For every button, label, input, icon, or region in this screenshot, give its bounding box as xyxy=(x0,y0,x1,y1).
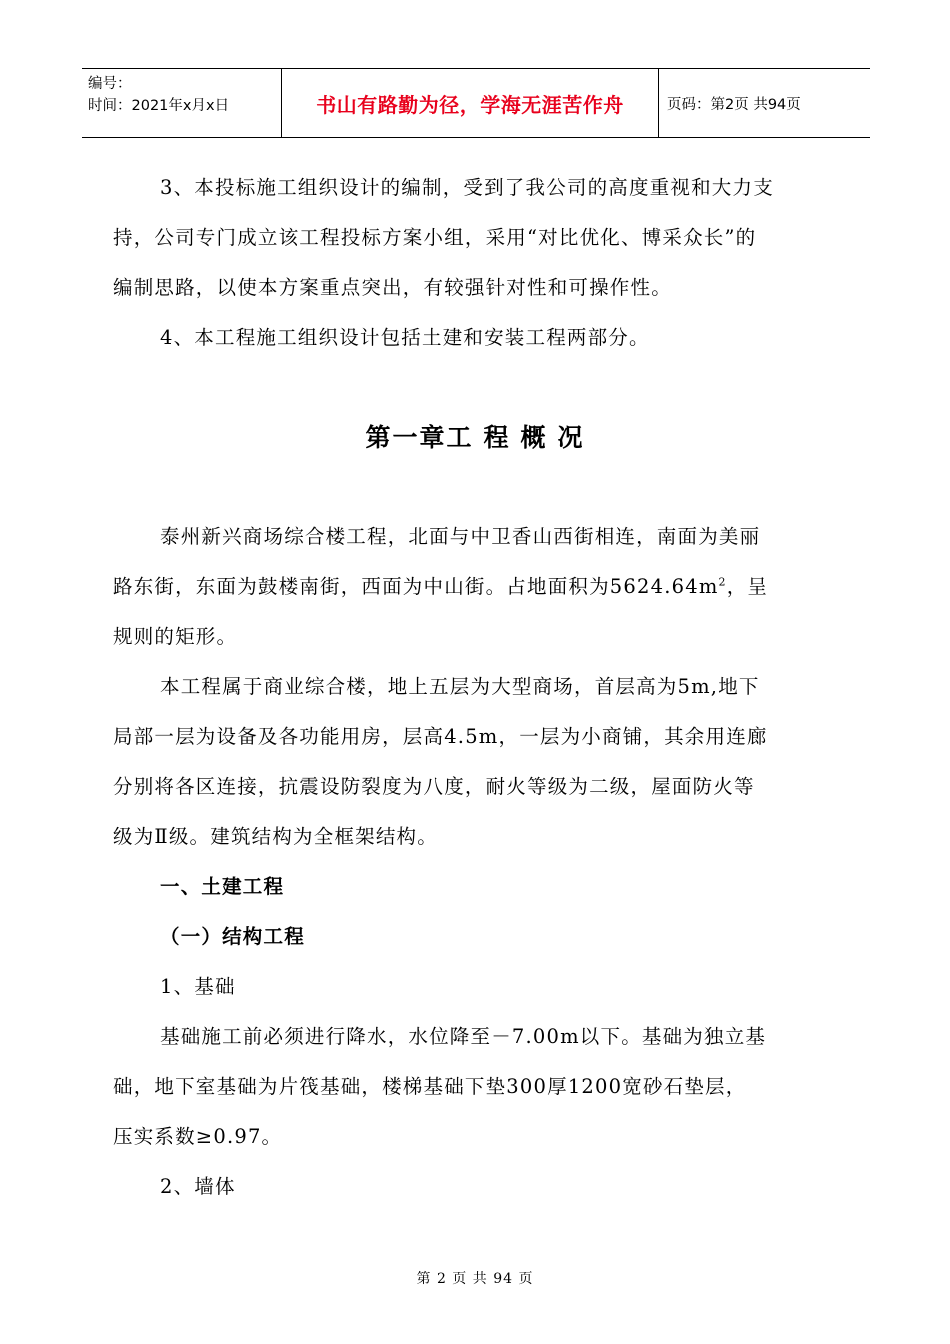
item-wall: 2、墙体 xyxy=(160,1175,236,1198)
time-label: 时间：2021年x月x日 xyxy=(88,98,230,114)
para2-line2: 局部一层为设备及各功能用房，层高4.5m，一层为小商铺，其余用连廊 xyxy=(113,725,768,748)
para2-line1: 本工程属于商业综合楼，地上五层为大型商场，首层高为5m,地下 xyxy=(160,675,760,698)
para1-line2 xyxy=(113,571,838,599)
page-header xyxy=(82,68,870,138)
para3-line3: 压实系数≥0.97。 xyxy=(113,1125,283,1148)
chapter-title-part-a: 第一章工 xyxy=(365,423,474,452)
chapter-title-part-d: 况 xyxy=(557,423,585,452)
section-heading-civil: 一、土建工程 xyxy=(160,875,285,898)
para1-line1: 泰州新兴商场综合楼工程，北面与中卫香山西街相连，南面为美丽 xyxy=(160,525,761,548)
para3-line2: 础，地下室基础为片筏基础，楼梯基础下垫300厚1200宽砂石垫层， xyxy=(113,1075,747,1098)
para1-line2-pre: 路东街，东面为鼓楼南街，西面为中山街。占地面积为5624.64m xyxy=(113,575,719,598)
para1-line3: 规则的矩形。 xyxy=(113,625,238,648)
p3-line3: 编制思路，以使本方案重点突出，有较强针对性和可操作性。 xyxy=(113,276,672,299)
section-heading-structure: （一）结构工程 xyxy=(160,925,305,948)
para2-line3: 分别将各区连接，抗震设防裂度为八度，耐火等级为二级，屋面防火等 xyxy=(113,775,755,798)
p4-line1: 4、本工程施工组织设计包括土建和安装工程两部分。 xyxy=(160,326,650,349)
superscript-2: 2 xyxy=(718,575,727,589)
header-page-info: 页码：第2页 共94页 xyxy=(667,96,801,113)
p3-line2: 持，公司专门成立该工程投标方案小组，采用“对比优化、博采众长”的 xyxy=(113,226,757,249)
chapter-title xyxy=(0,418,950,454)
p3-line1: 3、本投标施工组织设计的编制，受到了我公司的高度重视和大力支 xyxy=(160,176,774,199)
para2-line4: 级为Ⅱ级。建筑结构为全框架结构。 xyxy=(113,825,438,848)
header-motto-cell xyxy=(282,69,659,137)
para3-line1: 基础施工前必须进行降水，水位降至－7.00m以下。基础为独立基 xyxy=(160,1025,767,1048)
chapter-title-part-b: 程 xyxy=(483,423,511,452)
page-footer: 第 2 页 共 94 页 xyxy=(416,1271,534,1287)
number-label: 编号： xyxy=(88,76,132,92)
chapter-title-part-c: 概 xyxy=(520,423,548,452)
para1-line2-post: ，呈 xyxy=(726,575,769,598)
header-meta xyxy=(82,69,282,137)
motto-text: 书山有路勤为径，学海无涯苦作舟 xyxy=(316,92,624,117)
item-foundation: 1、基础 xyxy=(160,975,236,998)
